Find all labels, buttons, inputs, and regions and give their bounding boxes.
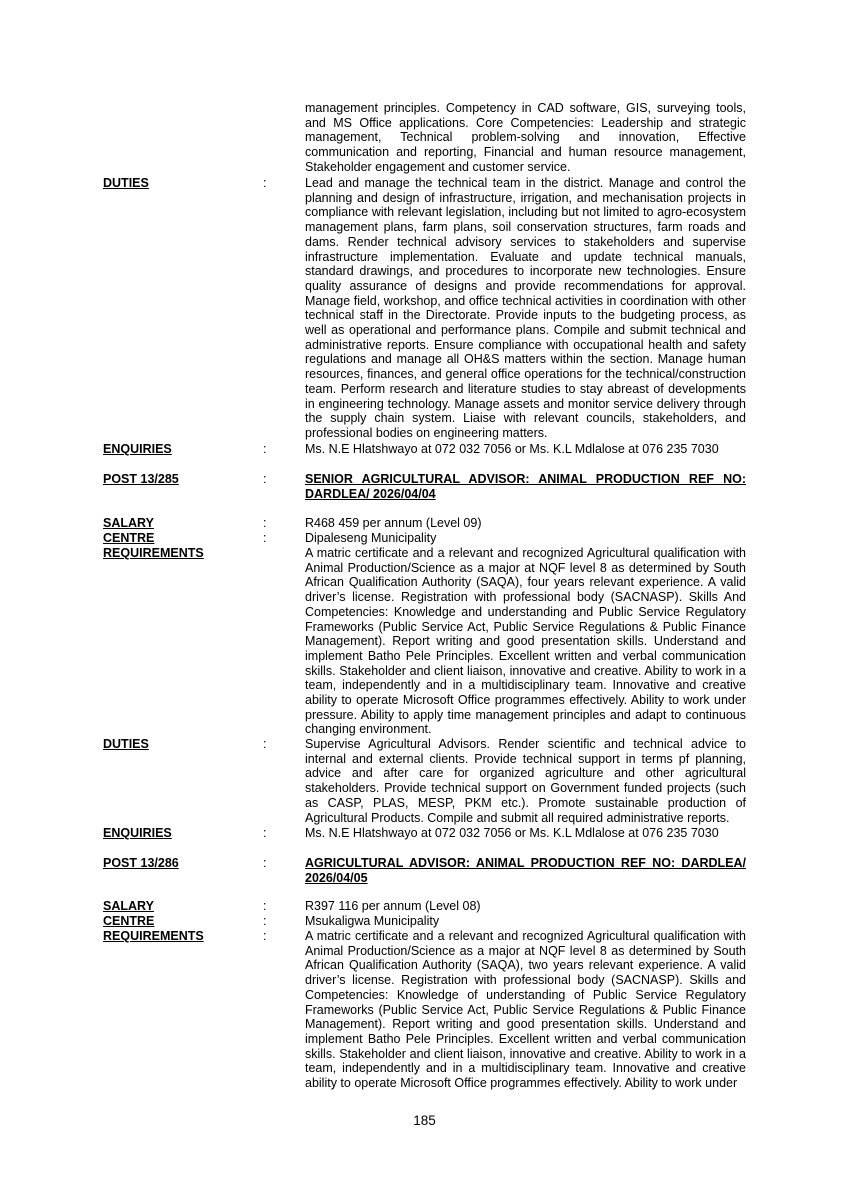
salary-text: R397 116 per annum (Level 08) bbox=[305, 899, 481, 913]
requirements-text: A matric certificate and a relevant and recognized Agricultural qualification with Animal Production/Science as a major at NQF level 8 as determined by South African Qualification Authority (SAQA), two years relevant experience. A valid driver’s license. Registration with professional body (SACNASP). Skills and Competencies: Knowledge of understanding of Public Service Regulatory Frameworks (Public Service Act, Public Service Regulations & Public Finance Management). Report writing and good presentation skills. Understand and implement Batho Pele Principles. Excellent written and verbal communication skills. Stakeholder and client liaison, innovative and creative. Ability to work in a team, independently and in a multidisciplinary team. Innovative and creative ability to operate Microsoft Office programmes effectively. Ability to work under bbox=[305, 929, 746, 1091]
colon: : bbox=[263, 737, 267, 751]
enquiries-label: ENQUIRIES bbox=[103, 826, 172, 840]
post-number-label: POST 13/285 bbox=[103, 472, 179, 486]
centre-label: CENTRE bbox=[103, 914, 155, 928]
colon: : bbox=[263, 516, 267, 530]
requirements-label: REQUIREMENTS bbox=[103, 546, 204, 560]
centre-text: Dipaleseng Municipality bbox=[305, 531, 437, 545]
colon: : bbox=[263, 442, 267, 456]
enquiries-text: Ms. N.E Hlatshwayo at 072 032 7056 or Ms. K.L Mdlalose at 076 235 7030 bbox=[305, 442, 719, 456]
duties-text: Supervise Agricultural Advisors. Render scientific and technical advice to internal and external clients. Provide technical support in terms pf planning, advice and after care for organized agriculture and other agricultural stakeholders. Provide technical support on Government funded projects (such as CASP, PLAS, MESP, PKM etc.). Promote sustainable production of Agricultural Products. Compile and submit all required administrative reports. bbox=[305, 737, 746, 825]
colon: : bbox=[263, 914, 267, 928]
colon: : bbox=[263, 472, 267, 486]
enquiries-text: Ms. N.E Hlatshwayo at 072 032 7056 or Ms. K.L Mdlalose at 076 235 7030 bbox=[305, 826, 719, 840]
post-title: SENIOR AGRICULTURAL ADVISOR: ANIMAL PRODUCTION REF NO: DARDLEA/ 2026/04/04 bbox=[305, 472, 746, 501]
colon: : bbox=[263, 176, 267, 190]
centre-text: Msukaligwa Municipality bbox=[305, 914, 440, 928]
colon: : bbox=[263, 929, 267, 943]
duties-label: DUTIES bbox=[103, 737, 149, 751]
duties-text: Lead and manage the technical team in the district. Manage and control the planning and design of infrastructure, irrigation, and mechanisation projects in compliance with relevant legislation, including but not limited to agro-ecosystem management plans, farm plans, soil conservation structures, farm roads and dams. Render technical advisory services to stakeholders and supervise infrastructure implementation. Evaluate and update technical manuals, standard drawings, and procedures to incorporate new technologies. Ensure quality assurance of designs and provide recommendations for approval. Manage field, workshop, and office technical activities in coordination with other technical staff in the Directorate. Provide inputs to the budgeting process, as well as operational and performance plans. Compile and submit technical and administrative reports. Ensure compliance with occupational health and safety regulations and manage all OH&S matters within the section. Manage human resources, finances, and general office operations for the technical/construction team. Perform research and literature studies to stay abreast of developments in engineering technology. Manage assets and monitor service delivery through the supply chain system. Liaise with relevant councils, stakeholders, and professional bodies on engineering matters. bbox=[305, 176, 746, 440]
salary-label: SALARY bbox=[103, 899, 154, 913]
post-number-label: POST 13/286 bbox=[103, 856, 179, 870]
colon: : bbox=[263, 826, 267, 840]
intro-paragraph: management principles. Competency in CAD software, GIS, surveying tools, and MS Office applications. Core Competencies: Leadership and strategic management, Technical problem-solving and innovation, Effective communication and reporting, Financial and human resource management, Stakeholder engagement and customer service. bbox=[305, 101, 746, 174]
requirements-label: REQUIREMENTS bbox=[103, 929, 204, 943]
salary-label: SALARY bbox=[103, 516, 154, 530]
page-number: 185 bbox=[413, 1113, 436, 1128]
duties-label: DUTIES bbox=[103, 176, 149, 190]
post-title: AGRICULTURAL ADVISOR: ANIMAL PRODUCTION REF NO: DARDLEA/ 2026/04/05 bbox=[305, 856, 746, 885]
centre-label: CENTRE bbox=[103, 531, 155, 545]
enquiries-label: ENQUIRIES bbox=[103, 442, 172, 456]
salary-text: R468 459 per annum (Level 09) bbox=[305, 516, 482, 530]
colon: : bbox=[263, 531, 267, 545]
requirements-text: A matric certificate and a relevant and recognized Agricultural qualification with Animal Production/Science as a major at NQF level 8 as determined by South African Qualification Authority (SAQA), four years relevant experience. A valid driver’s license. Registration with professional body (SACNASP). Skills And Competencies: Knowledge and understanding and Public Service Regulatory Frameworks (Public Service Act, Public Service Regulations & Public Finance Management). Report writing and good presentation skills. Understand and implement Batho Pele Principles. Excellent written and verbal communication skills. Stakeholder and client liaison, innovative and creative. Ability to work in a team, independently and in a multidisciplinary team. Innovative and creative ability to operate Microsoft Office programmes effectively. Ability to work under pressure. Ability to apply time management principles and adapt to continuous changing environment. bbox=[305, 546, 746, 737]
colon: : bbox=[263, 899, 267, 913]
colon: : bbox=[263, 856, 267, 870]
